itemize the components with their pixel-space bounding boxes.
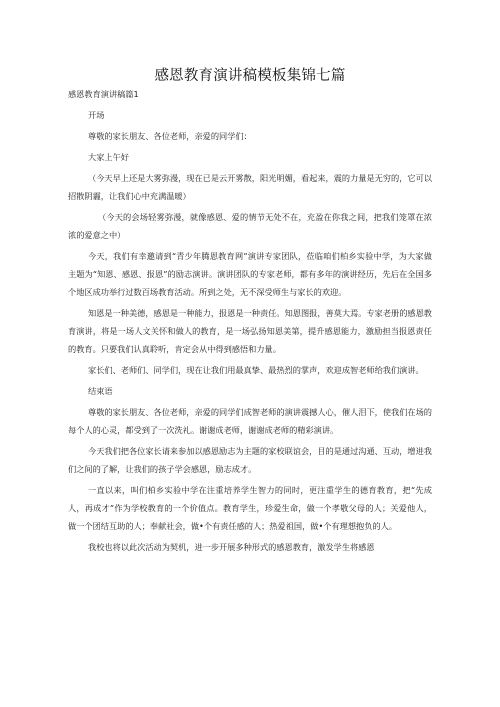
paragraph-school-education: 一直以来，叫们柏乡实验中学在注重培养学生智力的同时，更注重学生的德育教育，把“先成人，再成才”作为学校教育的一个价值点。教育学生，珍爱生命，做一个孝敬父母的人；关爱他人，做一个团结互助的人；奉献社会，做•个有责任感的人；热爱祖国，做•个有理想抱负的人。 — [68, 485, 432, 531]
paragraph-venue-aside: （今天的会场轻雾弥漫，就像感恩、爱的情节无处不在，充盈在你我之间，把我们笼罩在浓浓的爱意之中） — [68, 212, 432, 240]
document-title: 感恩教育演讲稿模板集锦七篇 — [154, 68, 346, 84]
paragraph-opening-label: 开场 — [88, 110, 105, 120]
paragraph-introduction: 今天，我们有幸邀请到“青少年腾恩教育网”演讲专家团队，莅临咱们柏乡实验中学，为大家做主题为“知恩、感恩、报恩”的励志演讲。演讲团队的专家老师，都有多年的演讲经历，先后在全国多个地区成功举行过数百场教育活动。所到之处，无不深受师生与家长的欢迎。 — [68, 251, 432, 297]
paragraph-welcome: 家长们、老师们、同学们，现在让我们用最真挚、最热烈的掌声，欢迎成智老师给我们演讲。 — [88, 365, 424, 375]
paragraph-salutation: 尊敬的家长朋友、各位老师，亲爱的同学们： — [88, 131, 252, 141]
paragraph-gratitude-virtue: 知恩是一种美德，感恩是一种能力，报恩是一种责任。知恩图报，善莫大焉。专家老册的感恩教育演讲，将是一场人文关怀和做人的教育，是一场弘扬知恩美第，提升感恩能力，激励担当报恩责任的教育。只要我们认真聆听，肯定会从中得到感悟和力量。 — [68, 308, 432, 354]
paragraph-purpose: 今天我们把各位家长请来参加以感恩励志为主题的家校联谊会，目的是通过沟通、互动，增进我们之间的了解，让我们的孩子学会感恩，励志成才。 — [68, 446, 432, 474]
document-body — [68, 106, 432, 556]
paragraph-weather-aside: （今天早上还是大雾弥漫，现在已是云开雾散，阳光明媚，看起来，震的力量是无穷的，它可以招散阴霾，让我们心中充满温暖） — [68, 173, 432, 201]
paragraph-closing-label: 结束语 — [88, 386, 113, 396]
paragraph-future-plan: 我校也将以此次活动为契机，进一步开展多种形式的感恩教育，激发学生将感恩 — [88, 542, 375, 552]
section-heading: 感恩教育演讲稿篇1 — [68, 89, 139, 99]
paragraph-greeting: 大家上午好 — [88, 152, 129, 162]
paragraph-closing-thanks: 尊敬的家长朋友、各位老师，亲爱的同学们成智老师的演讲震撼人心，催人泪下，使我们在场的每个人的心灵，都受到了一次洗礼。谢谢成老师，谢谢成老师的精彩演讲。 — [68, 407, 432, 435]
